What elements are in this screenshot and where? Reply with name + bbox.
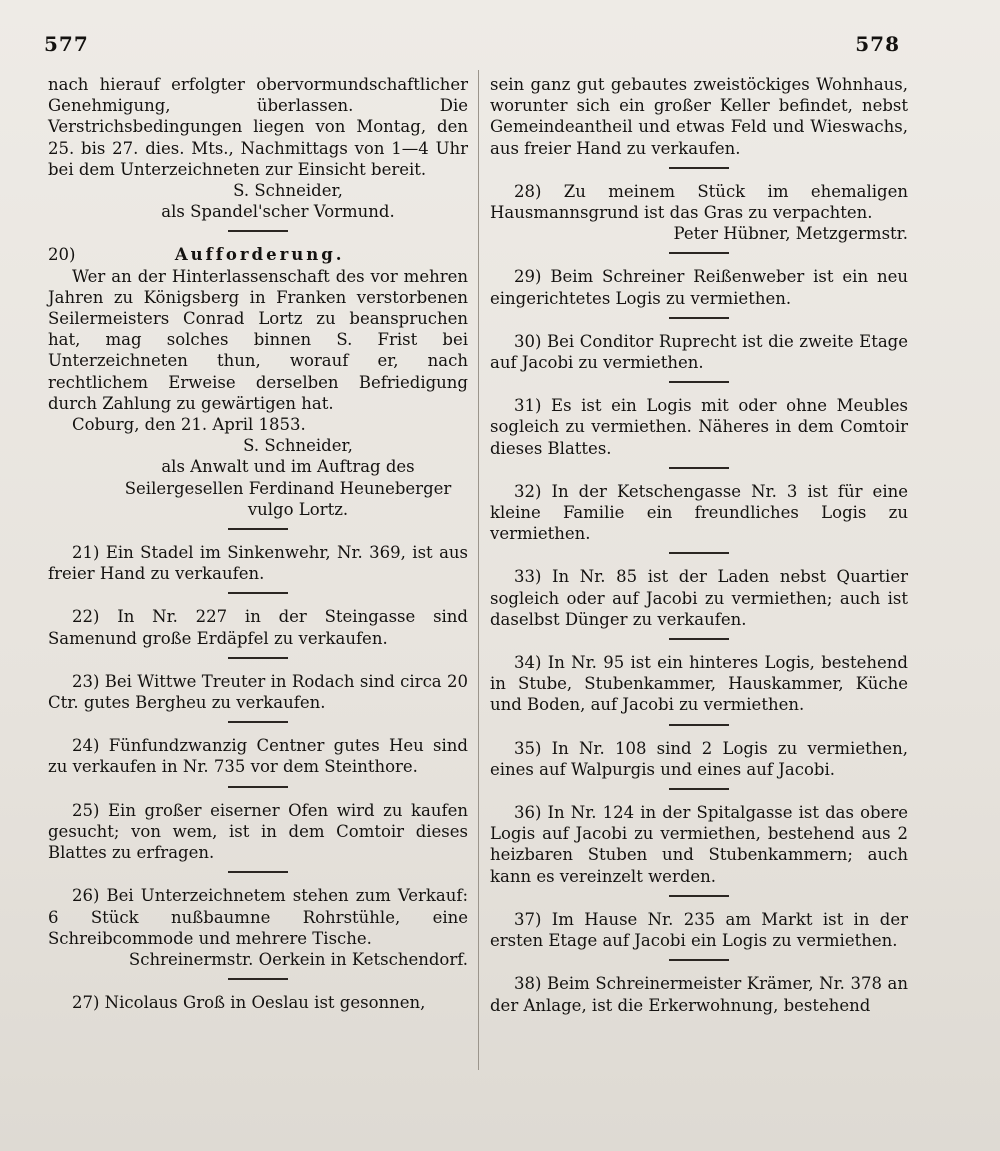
page-number-left: 577	[44, 32, 89, 56]
notice-20-body: Wer an der Hinterlassenschaft des vor mehren Jahren zu Königsberg in Franken verstorbenen Seilermeisters Conrad Lortz zu beanspruchen hat, mag solches binnen S. Frist bei Unterzeichneten thun, worauf er, nach rechtlichem Erweise derselben Befriedigung durch Zahlung zu gewärtigen hat.	[48, 266, 468, 413]
notice-32: 32) In der Ketschengasse Nr. 3 ist für eine kleine Familie ein freundliches Logis zu vermiethen.	[490, 481, 908, 544]
separator-rule	[228, 592, 288, 594]
notice-29: 29) Beim Schreiner Reißenweber ist ein neu eingerichtetes Logis zu vermiethen.	[490, 267, 908, 308]
notice-27: 27) Nicolaus Groß in Oeslau ist gesonnen,	[72, 993, 426, 1013]
signature-role: als Spandel'scher Vormund.	[161, 202, 395, 222]
separator-rule	[228, 528, 288, 530]
separator-rule	[669, 552, 729, 554]
notice-number: 20)	[48, 245, 76, 265]
notice-24: 24) Fünfundzwanzig Centner gutes Heu sind zu verkaufen in Nr. 735 vor dem Steinthore.	[48, 736, 468, 777]
separator-rule	[669, 467, 729, 469]
notice-20-signature-name: S. Schneider,	[243, 436, 353, 456]
separator-rule	[669, 895, 729, 897]
continued-notice: sein ganz gut gebautes zweistöckiges Wohnhaus, worunter sich ein großer Keller befindet, nebst Gemeindeantheil und etwas Feld und Wieswachs, aus freier Hand zu verkaufen.	[490, 75, 908, 158]
separator-rule	[228, 786, 288, 788]
notice-34: 34) In Nr. 95 ist ein hinteres Logis, bestehend in Stube, Stubenkammer, Hauskammer, Küche und Boden, auf Jacobi zu vermiethen.	[490, 653, 908, 715]
separator-rule	[669, 959, 729, 961]
notice-26-signature: Schreinermstr. Oerkein in Ketschendorf.	[128, 949, 468, 969]
separator-rule	[228, 871, 288, 873]
separator-rule	[669, 788, 729, 790]
notice-25: 25) Ein großer eiserner Ofen wird zu kaufen gesucht; von wem, ist in dem Comtoir dieses Blattes zu erfragen.	[48, 800, 468, 863]
notice-26: 26) Bei Unterzeichnetem stehen zum Verkauf: 6 Stück nußbaumne Rohrstühle, eine Schreibcommode und mehrere Tische.	[48, 886, 468, 948]
page-number-right: 578	[855, 32, 900, 56]
separator-rule	[228, 978, 288, 980]
notice-22: 22) In Nr. 227 in der Steingasse sind Samenund große Erdäpfel zu verkaufen.	[48, 607, 468, 648]
notice-35: 35) In Nr. 108 sind 2 Logis zu vermiethen, eines auf Walpurgis und eines auf Jacobi.	[490, 738, 908, 779]
notice-20-header	[48, 244, 468, 265]
separator-rule	[669, 638, 729, 640]
continued-notice: nach hierauf erfolgter obervormundschaftlicher Genehmigung, überlassen. Die Verstrichsbedingungen liegen von Montag, den 25. bis 27. dies. Mts., Nachmittags von 1—4 Uhr bei dem Unterzeichneten zur Einsicht bereit.	[48, 75, 468, 179]
notice-36: 36) In Nr. 124 in der Spitalgasse ist das obere Logis auf Jacobi zu vermiethen, bestehend aus 2 heizbaren Stuben und Stubenkammern; auch kann es vereinzelt werden.	[490, 803, 908, 886]
right-column	[490, 74, 908, 1016]
notice-28: 28) Zu meinem Stück im ehemaligen Hausmannsgrund ist das Gras zu verpachten.	[490, 181, 908, 223]
notice-31: 31) Es ist ein Logis mit oder ohne Meubles sogleich zu vermiethen. Näheres in dem Comtoir dieses Blattes.	[490, 396, 908, 458]
separator-rule	[669, 724, 729, 726]
separator-rule	[228, 230, 288, 232]
separator-rule	[669, 317, 729, 319]
notice-20-place-date: Coburg, den 21. April 1853.	[72, 415, 306, 435]
notice-38: 38) Beim Schreinermeister Krämer, Nr. 378 an der Anlage, ist die Erkerwohnung, bestehend	[490, 974, 908, 1015]
notice-heading: Aufforderung.	[174, 245, 345, 265]
notice-37: 37) Im Hause Nr. 235 am Markt ist in der ersten Etage auf Jacobi ein Logis zu vermiethen.	[490, 909, 908, 951]
separator-rule	[228, 721, 288, 723]
notice-28-signature: Peter Hübner, Metzgermstr.	[673, 224, 908, 244]
column-divider	[478, 70, 479, 1070]
notice-23: 23) Bei Wittwe Treuter in Rodach sind circa 20 Ctr. gutes Bergheu zu verkaufen.	[48, 671, 468, 713]
separator-rule	[228, 657, 288, 659]
separator-rule	[669, 381, 729, 383]
notice-33: 33) In Nr. 85 ist der Laden nebst Quartier sogleich oder auf Jacobi zu vermiethen; auch ist daselbst Dünger zu verkaufen.	[490, 567, 908, 629]
signature-name: S. Schneider,	[233, 181, 343, 201]
notice-20-signature-line: vulgo Lortz.	[247, 499, 349, 519]
separator-rule	[669, 167, 729, 169]
notice-21: 21) Ein Stadel im Sinkenwehr, Nr. 369, ist aus freier Hand zu verkaufen.	[48, 543, 468, 584]
left-column	[48, 74, 468, 1013]
notice-30: 30) Bei Conditor Ruprecht ist die zweite Etage auf Jacobi zu vermiethen.	[490, 331, 908, 373]
separator-rule	[669, 252, 729, 254]
notice-20-signature-line: als Anwalt und im Auftrag des Seilergesellen Ferdinand Heuneberger	[124, 457, 452, 498]
